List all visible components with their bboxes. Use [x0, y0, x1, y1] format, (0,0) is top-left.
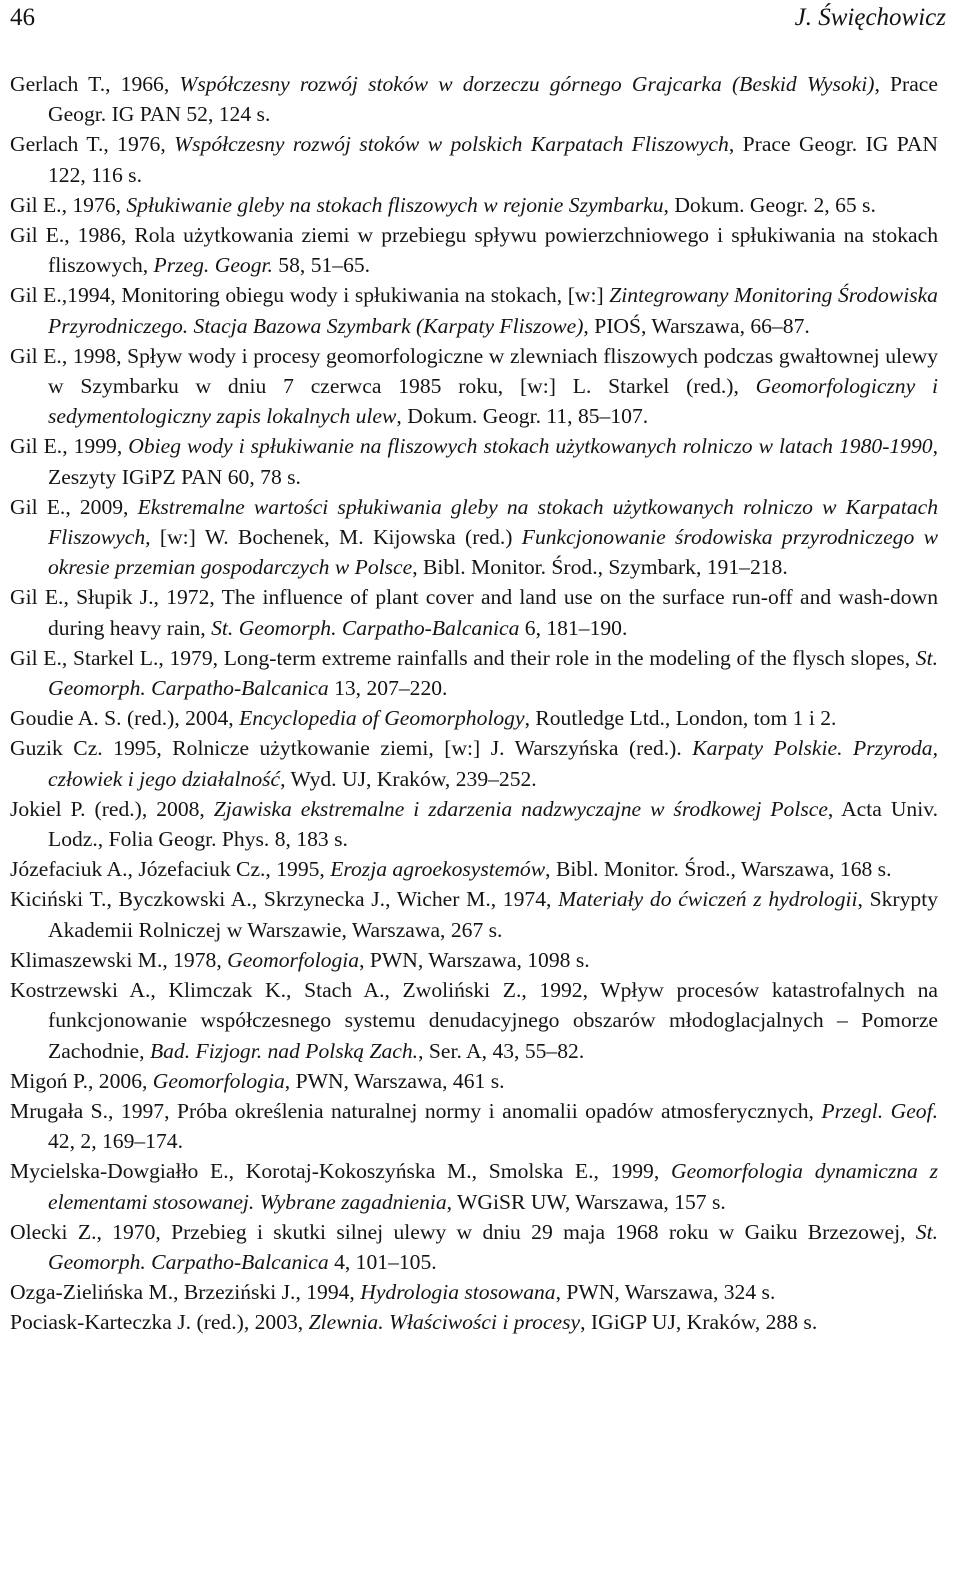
reference-text: , Dokum. Geogr. 11, 85–107. [396, 404, 649, 429]
reference-text: Pociask-Karteczka J. (red.), 2003, [10, 1310, 309, 1335]
reference-title-italic: Funkcjonowanie środowiska przyrodniczego w okresie przemian gospodarczych w Polsce [48, 525, 939, 580]
reference-text: , IGiGP UJ, Kraków, 288 s. [580, 1310, 818, 1335]
reference-text: , Skrypty Akademii Rolniczej w Warszawie, Warszawa, 267 s. [48, 887, 938, 942]
reference-title-italic: Ekstremalne wartości spłukiwania gleby na stokach użytkowanych rolniczo w Karpatach Fliszowych, [48, 494, 938, 550]
reference-title-italic: Zlewnia. Właściwości i procesy [308, 1310, 581, 1335]
reference-text: , Prace Geogr. IG PAN 122, 116 s. [48, 132, 938, 187]
reference-title-italic: Spłukiwanie gleby na stokach fliszowych w rejonie Szymbarku [126, 192, 664, 217]
reference-entry [10, 643, 938, 703]
reference-title-italic: Karpaty Polskie. Przyroda, człowiek i jego działalność, [48, 736, 938, 791]
reference-text: , Bibl. Monitor. Środ., Warszawa, 168 s. [545, 857, 892, 882]
reference-text: Kiciński T., Byczkowski A., Skrzynecka J., Wicher M., 1974, [10, 887, 559, 912]
reference-title-italic: Przegl. Geof. [821, 1098, 938, 1123]
reference-text: Guzik Cz. 1995, Rolnicze użytkowanie ziemi, [w:] J. Warszyńska (red.). [10, 736, 693, 761]
reference-text: Gil E., 1998, Spływ wody i procesy geomorfologiczne w zlewniach fliszowych podczas gwałtownej ulewy w Szymbarku w dniu 7 czerwca 1985 roku, [w:] L. Starkel (red.), [10, 343, 938, 399]
reference-text: Migoń P., 2006, [10, 1068, 153, 1093]
reference-text: , Ser. A, 43, 55–82. [418, 1038, 585, 1063]
running-head: J. Święchowicz [794, 4, 946, 31]
reference-text: Gil E., 1976, [10, 192, 127, 217]
reference-text: Gil E., 1999, [10, 434, 129, 459]
reference-text: , Bibl. Monitor. Środ., Szymbark, 191–218. [412, 555, 788, 580]
reference-text: 13, 207–220. [328, 676, 448, 701]
reference-title-italic: Geomorfologiczny i sedymentologiczny zapis lokalnych ulew [48, 374, 938, 429]
reference-text: Kostrzewski A., Klimczak K., Stach A., Zwoliński Z., 1992, Wpływ procesów katastrofalnych na funkcjonowanie współczesnego systemu denudacyjnego obszarów młodoglacjalnych – Pomorze Zachodnie, [10, 978, 938, 1063]
reference-text: Mycielska-Dowgiałło E., Korotaj-Kokoszyńska M., Smolska E., 1999, [10, 1159, 671, 1184]
reference-text: , Routledge Ltd., London, tom 1 i 2. [524, 706, 837, 731]
reference-entry [10, 431, 938, 491]
reference-text: Gerlach T., 1976, [10, 132, 175, 157]
reference-text: Gil E.,1994, Monitoring obiegu wody i spłukiwania na stokach, [w:] [10, 283, 610, 308]
reference-text: , PWN, Warszawa, 324 s. [555, 1280, 776, 1305]
reference-entry [10, 1217, 938, 1277]
reference-title-italic: Materiały do ćwiczeń z hydrologii [558, 887, 858, 912]
reference-text: Józefaciuk A., Józefaciuk Cz., 1995, [10, 857, 331, 882]
reference-entry [10, 1066, 938, 1096]
reference-text: , Prace Geogr. IG PAN 52, 124 s. [48, 72, 938, 127]
reference-text: 6, 181–190. [519, 615, 628, 640]
reference-text: , Acta Univ. Lodz., Folia Geogr. Phys. 8, 183 s. [48, 796, 939, 852]
reference-entry [10, 492, 938, 583]
page-number: 46 [10, 4, 35, 31]
reference-text: Wyd. UJ, Kraków, 239–252. [285, 766, 537, 791]
reference-title-italic: Obieg wody i spłukiwanie na fliszowych stokach użytkowanych rolniczo w latach 1980-1990 [128, 434, 933, 459]
reference-title-italic: St. Geomorph. Carpatho-Balcanica [211, 615, 520, 640]
reference-text: Goudie A. S. (red.), 2004, [10, 706, 240, 731]
reference-title-italic: Przeg. Geogr. [153, 253, 273, 278]
reference-entry [10, 1277, 938, 1307]
reference-entry [10, 280, 938, 340]
reference-text: , PIOŚ, Warszawa, 66–87. [583, 313, 810, 338]
reference-title-italic: Erozja agroekosystemów [330, 857, 546, 882]
reference-title-italic: Geomorfologia [152, 1068, 285, 1093]
reference-entry [10, 1307, 938, 1337]
reference-entry [10, 884, 938, 944]
reference-text: 4, 101–105. [328, 1249, 437, 1274]
reference-title-italic: Zjawiska ekstremalne i zdarzenia nadzwyczajne w środkowej Polsce [213, 796, 828, 821]
reference-title-italic: Współczesny rozwój stoków w polskich Karpatach Fliszowych [174, 132, 729, 157]
reference-entry [10, 1156, 938, 1216]
reference-text: Gerlach T., 1966, [10, 72, 180, 96]
reference-text: Ozga-Zielińska M., Brzeziński J., 1994, [10, 1280, 361, 1305]
page-header [10, 4, 946, 44]
reference-text: Gil E., Starkel L., 1979, Long-term extreme rainfalls and their role in the modeling of the flysch slopes, [10, 645, 916, 670]
reference-text: Olecki Z., 1970, Przebieg i skutki silnej ulewy w dniu 29 maja 1968 roku w Gaiku Brzezowej, [10, 1219, 916, 1244]
reference-entry [10, 129, 938, 189]
reference-text: [w:] W. Bochenek, M. Kijowska (red.) [150, 525, 522, 550]
reference-entry [10, 945, 938, 975]
reference-text: Gil E., Słupik J., 1972, The influence of plant cover and land use on the surface run-off and wash-down during heavy rain, [10, 585, 938, 640]
reference-entry [10, 190, 938, 220]
reference-text: Klimaszewski M., 1978, [10, 947, 228, 972]
reference-entry [10, 341, 938, 432]
reference-entry [10, 854, 938, 884]
reference-entry [10, 975, 938, 1066]
reference-text: , PWN, Warszawa, 461 s. [284, 1068, 505, 1093]
reference-text: , PWN, Warszawa, 1098 s. [359, 947, 590, 972]
reference-entry [10, 220, 938, 280]
reference-title-italic: Encyclopedia of Geomorphology [239, 706, 525, 731]
reference-title-italic: Geomorfologia dynamiczna z elementami stosowanej. Wybrane zagadnienia [48, 1159, 938, 1214]
reference-title-italic: Bad. Fizjogr. nad Polską Zach. [149, 1038, 419, 1063]
reference-title-italic: Hydrologia stosowana [360, 1280, 556, 1305]
reference-title-italic: St. Geomorph. Carpatho-Balcanica [48, 645, 938, 701]
reference-entry [10, 794, 938, 854]
reference-list [10, 69, 938, 1338]
reference-text: Jokiel P. (red.), 2008, [10, 796, 214, 821]
reference-entry [10, 582, 938, 642]
reference-entry [10, 1096, 938, 1156]
reference-text: Gil E., 2009, [10, 494, 138, 519]
reference-text: 42, 2, 169–174. [48, 1129, 183, 1154]
reference-text: , Dokum. Geogr. 2, 65 s. [663, 192, 876, 217]
reference-title-italic: St. Geomorph. Carpatho-Balcanica [48, 1219, 938, 1274]
reference-text: 58, 51–65. [272, 253, 371, 278]
reference-entry [10, 69, 938, 129]
reference-title-italic: Zintegrowany Monitoring Środowiska Przyrodniczego. Stacja Bazowa Szymbark (Karpaty Fliszowe) [48, 283, 938, 338]
reference-entry [10, 703, 938, 733]
reference-text: , WGiSR UW, Warszawa, 157 s. [446, 1189, 726, 1214]
reference-title-italic: Geomorfologia [227, 947, 360, 972]
reference-text: Gil E., 1986, Rola użytkowania ziemi w przebiegu spływu powierzchniowego i spłukiwania na stokach fliszowych, [10, 223, 938, 278]
reference-text: , Zeszyty IGiPZ PAN 60, 78 s. [48, 434, 938, 489]
reference-entry [10, 733, 938, 793]
reference-text: Mrugała S., 1997, Próba określenia naturalnej normy i anomalii opadów atmosferycznych, [10, 1098, 822, 1123]
reference-title-italic: Współczesny rozwój stoków w dorzeczu górnego Grajcarka (Beskid Wysoki) [179, 72, 875, 96]
